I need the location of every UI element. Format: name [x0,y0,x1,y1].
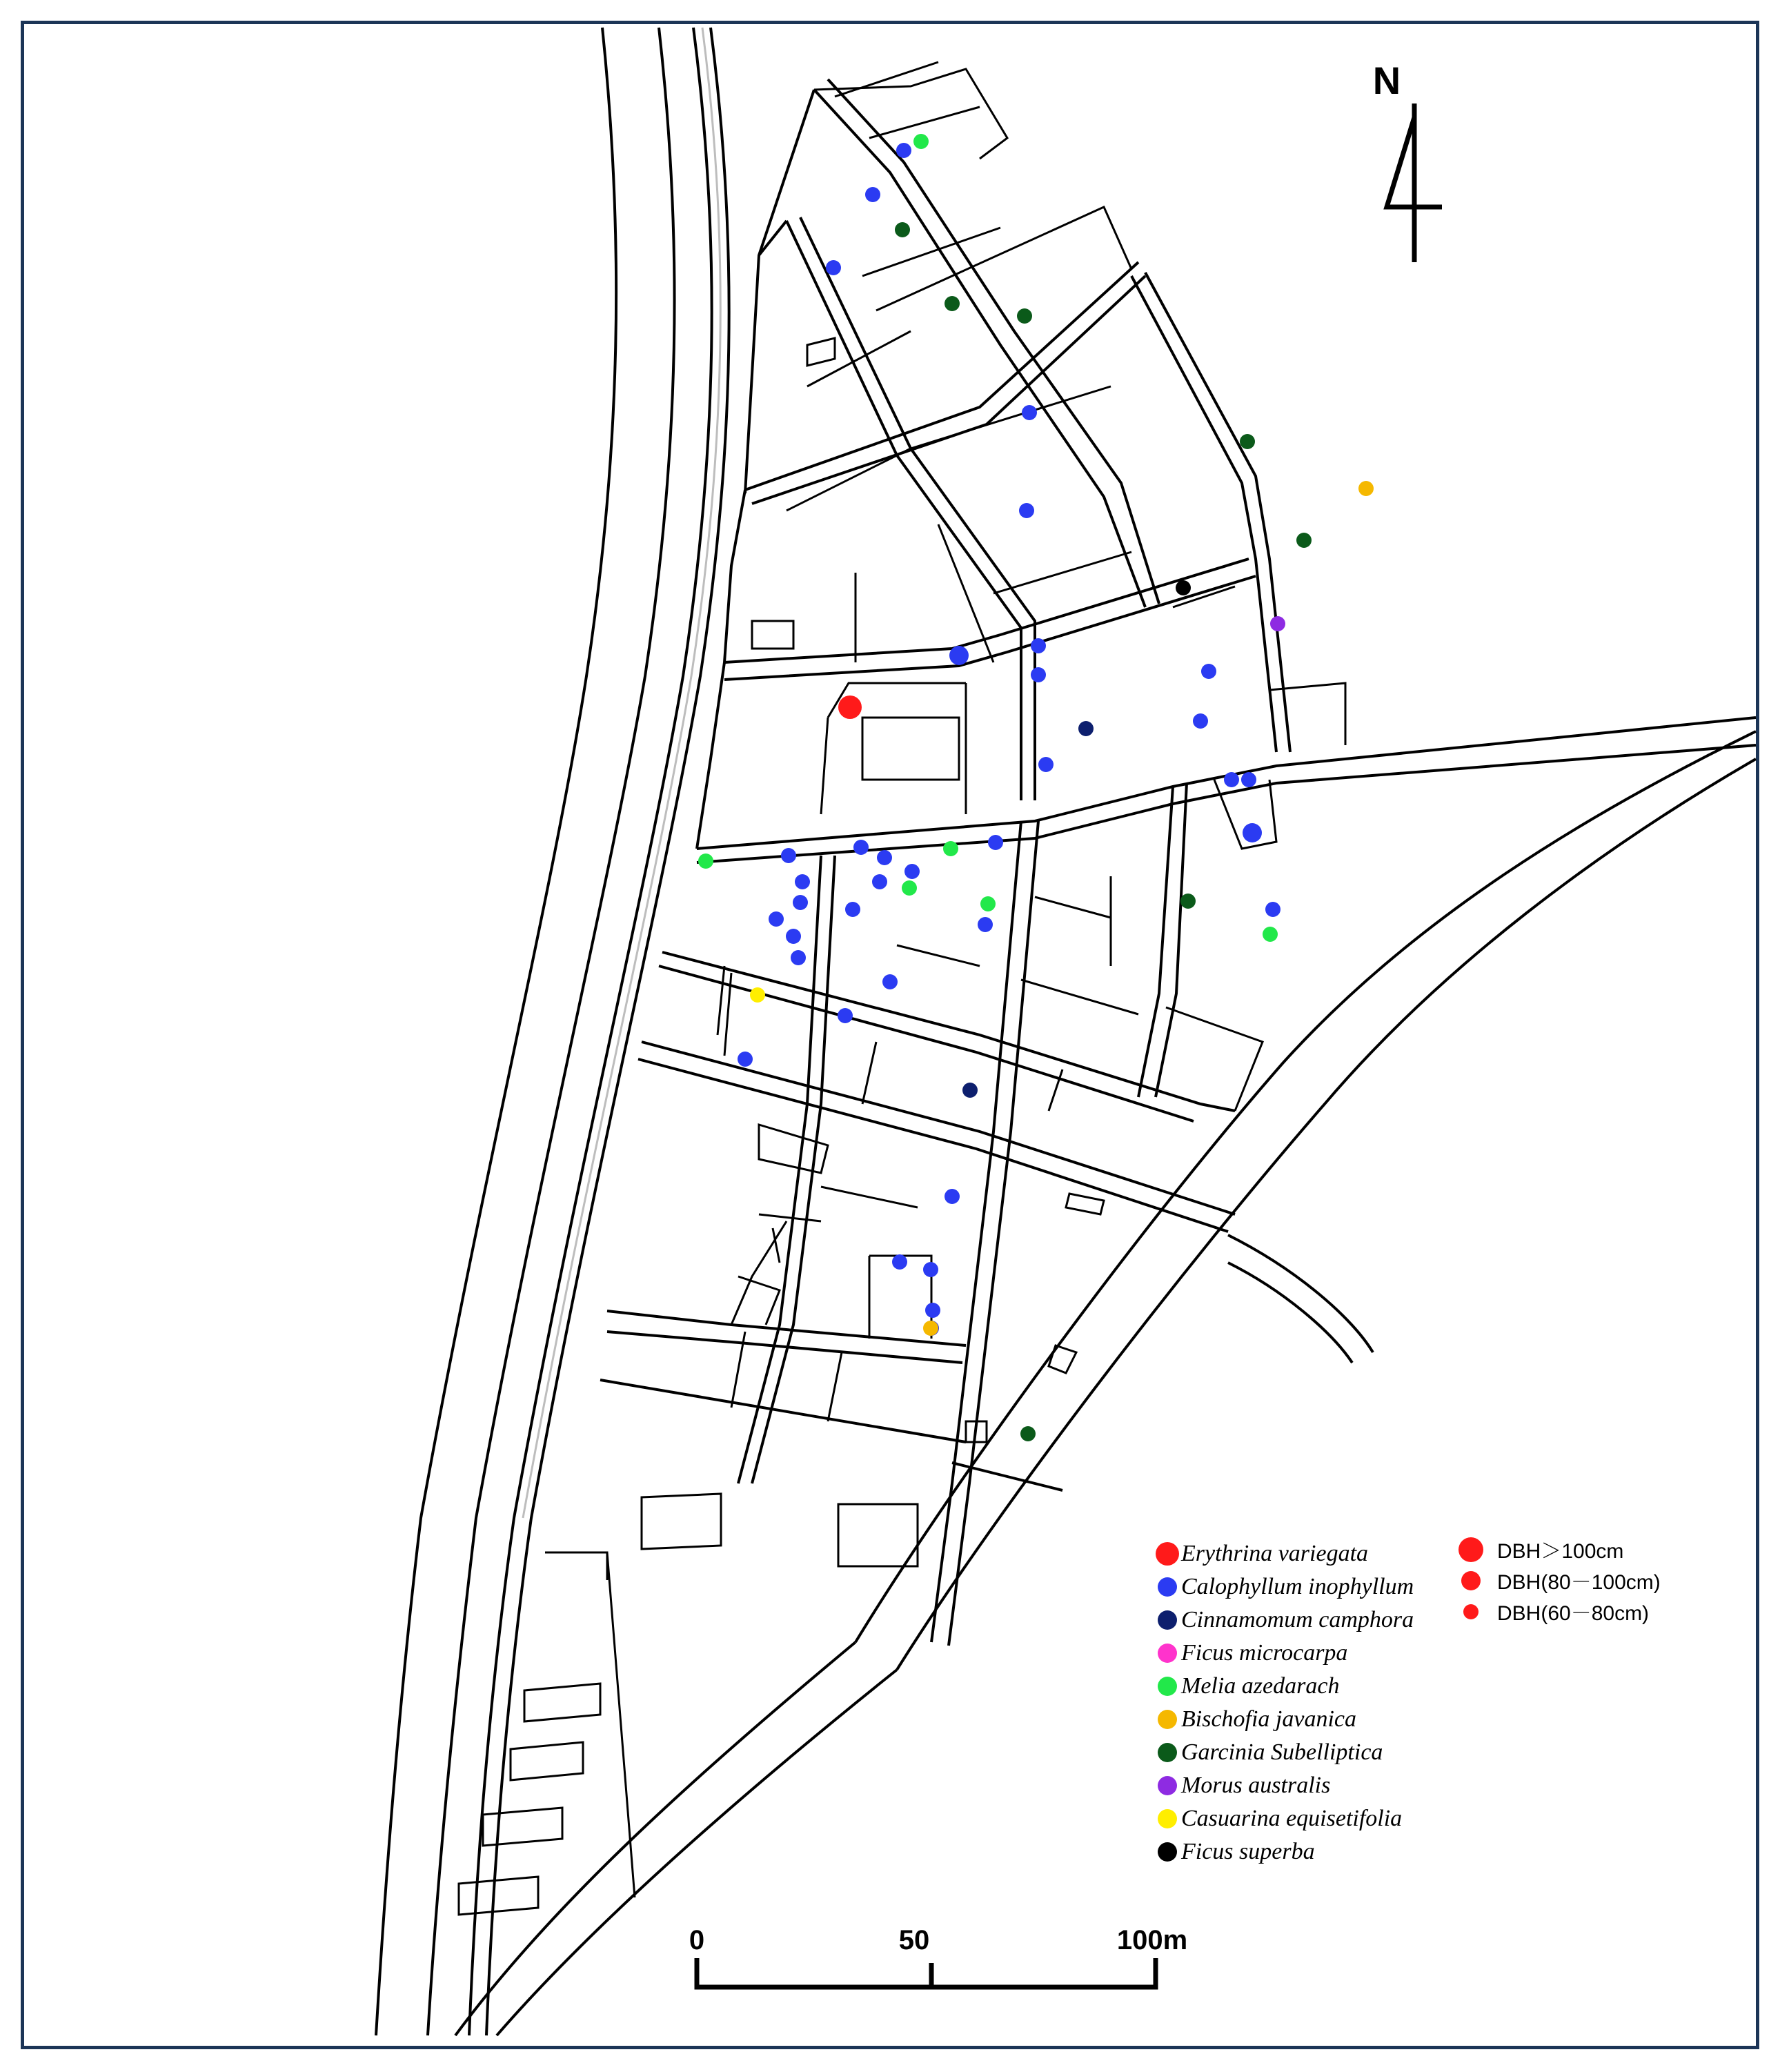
tree-point-calophyllum [791,950,806,965]
legend-swatch-ficus-superba [1158,1842,1177,1862]
legend-label-melia: Melia azedarach [1181,1673,1340,1699]
tree-point-calophyllum [1243,823,1262,842]
street-network [600,79,1756,1646]
tree-point-garcinia [1017,308,1032,324]
tree-point-calophyllum [1031,667,1046,682]
tree-point-garcinia [1180,894,1196,909]
tree-point-melia [913,134,929,149]
tree-point-calophyllum [925,1303,940,1318]
tree-point-calophyllum [1038,757,1054,772]
tree-point-calophyllum [769,911,784,927]
dbh-label-large: DBH＞100cm [1497,1540,1624,1563]
legend-swatch-calophyllum [1158,1577,1177,1597]
tree-point-calophyllum [1241,772,1256,787]
dbh-label-medium: DBH(80－100cm) [1497,1571,1661,1594]
tree-point-bischofia [923,1321,938,1336]
tree-point-bischofia [1358,481,1374,496]
tree-point-calophyllum [738,1052,753,1067]
tree-point-calophyllum [877,850,892,865]
tree-point-melia [980,896,996,911]
tree-point-calophyllum [838,1008,853,1023]
legend-label-morus: Morus australis [1181,1773,1331,1798]
tree-point-calophyllum [1265,902,1280,917]
legend-swatch-garcinia [1158,1743,1177,1762]
north-arrow [1373,59,1442,262]
tree-point-calophyllum [795,874,810,889]
dbh-legend [1458,1537,1661,1625]
scale-label-100m: 100m [1116,1925,1188,1955]
tree-point-calophyllum [1022,405,1037,420]
legend-swatch-casuarina [1158,1809,1177,1828]
tree-point-calophyllum [892,1254,907,1270]
legend-label-garcinia: Garcinia Subelliptica [1181,1739,1383,1765]
legend-label-cinnamomum: Cinnamomum camphora [1181,1607,1414,1632]
scale-label-0: 0 [689,1925,705,1955]
tree-point-garcinia [1296,533,1312,548]
tree-point-garcinia [945,296,960,311]
legend-label-bischofia: Bischofia javanica [1181,1706,1357,1732]
tree-point-melia [698,854,713,869]
tree-point-calophyllum [793,895,808,910]
tree-point-calophyllum [1031,638,1046,653]
tree-point-calophyllum [1019,503,1034,518]
parcels [459,62,1348,1915]
tree-point-ficus-superba [1176,580,1191,595]
legend-label-ficus-microcarpa: Ficus microcarpa [1181,1640,1348,1666]
tree-point-garcinia [1020,1426,1036,1441]
dbh-swatch-medium [1461,1571,1481,1590]
dbh-swatch-small [1463,1604,1479,1619]
tree-point-calophyllum [978,917,993,932]
tree-point-calophyllum [1224,772,1239,787]
tree-point-calophyllum [853,840,869,855]
tree-point-calophyllum [882,974,898,989]
tree-point-calophyllum [904,864,920,879]
tree-point-calophyllum [1193,713,1208,729]
tree-point-calophyllum [872,874,887,889]
tree-point-calophyllum [781,848,796,863]
tree-point-calophyllum [923,1262,938,1277]
legend-label-calophyllum: Calophyllum inophyllum [1181,1574,1414,1599]
tree-point-melia [1263,927,1278,942]
tree-point-calophyllum [949,646,969,665]
legend-swatch-melia [1158,1677,1177,1696]
tree-point-casuarina [750,987,765,1003]
legend-swatch-ficus-microcarpa [1158,1644,1177,1663]
tree-point-morus [1270,616,1285,631]
legend-label-casuarina: Casuarina equisetifolia [1181,1806,1403,1831]
tree-point-cinnamomum [962,1083,978,1098]
tree-point-garcinia [895,222,910,237]
legend-swatch-bischofia [1158,1710,1177,1729]
tree-point-calophyllum [896,143,911,158]
tree-point-erythrina [838,695,862,719]
dbh-swatch-large [1458,1537,1483,1562]
tree-point-cinnamomum [1078,721,1094,736]
tree-point-calophyllum [1201,664,1216,679]
legend-label-ficus-superba: Ficus superba [1181,1839,1315,1864]
species-legend [1156,1541,1414,1864]
tree-point-calophyllum [786,929,801,944]
tree-point-calophyllum [945,1189,960,1204]
tree-point-calophyllum [865,187,880,202]
tree-point-calophyllum [845,902,860,917]
legend-swatch-morus [1158,1776,1177,1795]
tree-point-garcinia [1240,434,1255,449]
legend-swatch-cinnamomum [1158,1610,1177,1630]
dbh-label-small: DBH(60－80cm) [1497,1602,1650,1625]
railway-lines [376,28,729,2035]
tree-point-melia [943,841,958,856]
north-label: N [1372,59,1401,102]
legend-swatch-erythrina [1156,1542,1179,1566]
scale-label-50: 50 [898,1925,930,1955]
tree-point-calophyllum [988,835,1003,850]
tree-point-melia [902,880,917,896]
legend-label-erythrina: Erythrina variegata [1181,1541,1369,1566]
scale-bar [689,1925,1187,1987]
tree-point-calophyllum [826,260,841,275]
